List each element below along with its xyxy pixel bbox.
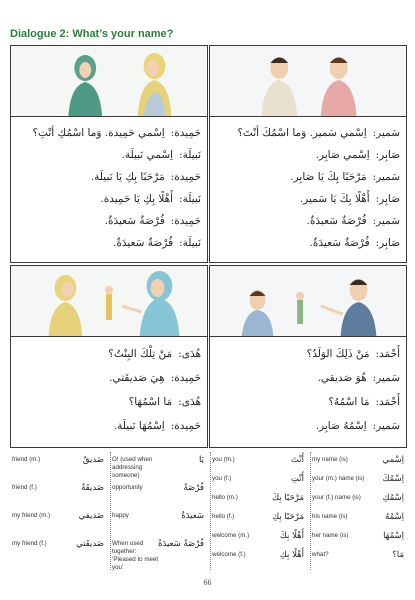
speaker-name: صَابِر: bbox=[375, 149, 400, 161]
dialogue-line bbox=[17, 390, 201, 414]
illustration-men-pointing bbox=[210, 266, 406, 337]
dialogue-line bbox=[216, 166, 400, 188]
vocab-english: hello (f.) bbox=[212, 513, 235, 520]
vocab-arabic: أَهْلًا بِكَ bbox=[279, 531, 304, 541]
speaker-name: هُدَى: bbox=[178, 396, 201, 408]
vocab-arabic: صَديقي bbox=[78, 511, 104, 521]
vocab-arabic: فُرْصَةٌ سَعيدَةٌ bbox=[158, 539, 204, 549]
dialogue-line bbox=[216, 414, 400, 438]
utterance-text: اِسْمُهُ صَابِر. bbox=[315, 420, 367, 432]
utterance-text: أَهْلًا بِكِ يَا حَمِيدة. bbox=[100, 193, 174, 205]
vocab-english: your (f.) name (is) bbox=[312, 494, 361, 501]
page-title: Dialogue 2: What’s your name? bbox=[10, 28, 174, 40]
vocab-english: welcome (f.) bbox=[212, 551, 246, 558]
speaker-name: نَبيلَة: bbox=[179, 193, 201, 205]
vocab-arabic: صَديقٌ bbox=[82, 455, 104, 465]
utterance-text: مَا اسْمُهَا؟ bbox=[128, 396, 173, 408]
vocab-english: my name (is) bbox=[312, 456, 348, 463]
speaker-name: سَمير: bbox=[372, 372, 400, 384]
speaker-name: نَبيلَة: bbox=[179, 149, 201, 161]
utterance-text: اِسْمُهَا نَبيلَة. bbox=[113, 420, 165, 432]
vocab-english: you (m.) bbox=[212, 456, 235, 463]
dialogue-line bbox=[216, 122, 400, 144]
utterance-text: اِسْمي صَابِر. bbox=[315, 149, 370, 161]
vocab-english: what? bbox=[312, 551, 329, 558]
utterance-text: فُرْصَةٌ سَعيدَةٌ. bbox=[104, 215, 165, 227]
dialogue-line bbox=[216, 188, 400, 210]
speaker-name: حَمِيدة: bbox=[170, 127, 201, 139]
vocab-arabic: مَرْحَبًا بِكَ bbox=[272, 493, 304, 503]
speaker-name: سَمير: bbox=[372, 171, 400, 183]
speaker-name: صَابِر: bbox=[375, 237, 400, 249]
vocab-arabic: اِسْمُهُ bbox=[385, 512, 404, 522]
vocab-english: his name (is) bbox=[312, 513, 348, 520]
vocab-english: my friend (f.) bbox=[12, 540, 47, 547]
utterance-text: فُرْصَةٌ سَعيدَةٌ. bbox=[306, 215, 367, 227]
speaker-name: حَمِيدة: bbox=[170, 372, 201, 384]
utterance-text: اِسْمي سَمير. وَما اسْمُكَ أنْتَ؟ bbox=[237, 127, 367, 139]
vocab-arabic: صَديقَتي bbox=[76, 539, 104, 549]
utterance-text: اِسْمي حَمِيدة. وَما اسْمُكِ أنْتِ؟ bbox=[32, 127, 165, 139]
vocab-arabic: سَعيدَةٌ bbox=[181, 511, 204, 521]
speaker-name: أَحْمَد: bbox=[375, 348, 400, 360]
vocab-arabic: اِسْمُكِ bbox=[382, 493, 404, 503]
dialogue-line bbox=[17, 414, 201, 438]
vocab-english: your (m.) name (is) bbox=[312, 475, 365, 482]
dialogue-line bbox=[17, 366, 201, 390]
utterance-text: مَا اسْمُهُ؟ bbox=[328, 396, 370, 408]
vocab-arabic: اِسْمُهَا bbox=[383, 531, 404, 541]
speaker-name: أَحْمَد: bbox=[375, 396, 400, 408]
utterance-text: فُرْصَةٌ سَعيدَةٌ. bbox=[113, 237, 174, 249]
vocab-english: friend (m.) bbox=[12, 456, 41, 463]
dialogue-panel-bottom-right bbox=[209, 265, 407, 448]
vocab-arabic: فُرْصَةٌ bbox=[183, 483, 204, 493]
speaker-name: حَمِيدة: bbox=[170, 215, 201, 227]
vocab-arabic: اِسْمُكَ bbox=[382, 474, 404, 484]
vocab-arabic: أَهْلًا بِكِ bbox=[279, 550, 304, 560]
utterance-text: مَرْحَبًا بِكَ يَا صَابِر. bbox=[290, 171, 367, 183]
vocab-english: her name (is) bbox=[312, 532, 349, 539]
dialogue-line bbox=[216, 232, 400, 254]
dialogue-line bbox=[17, 232, 201, 254]
page-number: 66 bbox=[203, 578, 212, 587]
utterance-text: مَنْ تِلْكَ البِنْتُ؟ bbox=[108, 348, 173, 360]
dialogue-line bbox=[216, 366, 400, 390]
dialogue-line bbox=[216, 144, 400, 166]
utterance-text: اِسْمي نَبيلَة. bbox=[121, 149, 174, 161]
dialogue-lines bbox=[17, 342, 201, 438]
vocab-english: friend (f.) bbox=[12, 484, 37, 491]
vocab-arabic: اِسْمي bbox=[382, 455, 404, 465]
speaker-name: سَمير: bbox=[372, 127, 400, 139]
vocab-arabic: أَنْتَ bbox=[290, 455, 304, 465]
vocab-arabic: مَرْحَبًا بِكِ bbox=[272, 512, 304, 522]
utterance-text: مَرْحَبًا بِكِ يَا نَبيلَة. bbox=[90, 171, 165, 183]
vocab-arabic: صَديقَةٌ bbox=[81, 483, 104, 493]
vocab-english: opportunity bbox=[112, 484, 143, 491]
speaker-name: نَبيلَة: bbox=[179, 237, 201, 249]
dialogue-lines bbox=[17, 122, 201, 254]
speaker-name: صَابِر: bbox=[375, 193, 400, 205]
dialogue-line bbox=[216, 342, 400, 366]
speaker-name: سَمير: bbox=[372, 215, 400, 227]
utterance-text: مَنْ ذَلِكَ الوَلَدُ؟ bbox=[306, 348, 370, 360]
vocab-english: you (f.) bbox=[212, 475, 232, 482]
illustration-women-pointing bbox=[11, 266, 207, 337]
dialogue-line bbox=[17, 188, 201, 210]
dialogue-panel-top-left bbox=[10, 45, 208, 263]
vocab-arabic: مَا؟ bbox=[392, 550, 404, 560]
dialogue-line bbox=[17, 144, 201, 166]
speaker-name: حَمِيدة: bbox=[170, 420, 201, 432]
dialogue-line bbox=[216, 390, 400, 414]
vocab-arabic: أَنْتِ bbox=[290, 474, 304, 484]
dialogue-line bbox=[17, 210, 201, 232]
speaker-name: هُدَى: bbox=[178, 348, 201, 360]
vocab-english: When used together: ‘Pleased to meet you’ bbox=[112, 540, 159, 571]
dialogue-panel-bottom-left bbox=[10, 265, 208, 448]
vocabulary-table bbox=[10, 452, 407, 570]
illustration-two-women bbox=[11, 46, 207, 117]
vocab-english: O! (used when addressing someone) bbox=[112, 456, 153, 479]
speaker-name: حَمِيدة: bbox=[170, 171, 201, 183]
dialogue-line bbox=[216, 210, 400, 232]
dialogue-lines bbox=[216, 342, 400, 438]
vocab-english: happy bbox=[112, 512, 129, 519]
dialogue-line bbox=[17, 122, 201, 144]
dialogue-panel-top-right bbox=[209, 45, 407, 263]
vocab-english: welcome (m.) bbox=[212, 532, 250, 539]
illustration-two-men bbox=[210, 46, 406, 117]
vocab-english: hello (m.) bbox=[212, 494, 238, 501]
speaker-name: سَمير: bbox=[372, 420, 400, 432]
utterance-text: هُوَ صَديقي. bbox=[317, 372, 367, 384]
vocab-english: my friend (m.) bbox=[12, 512, 51, 519]
dialogue-lines bbox=[216, 122, 400, 254]
dialogue-line bbox=[17, 166, 201, 188]
dialogue-line bbox=[17, 342, 201, 366]
utterance-text: هِيَ صَديقَتي. bbox=[109, 372, 165, 384]
vocab-arabic: يَا bbox=[199, 455, 204, 465]
utterance-text: فُرْصَةٌ سَعيدَةٌ. bbox=[309, 237, 370, 249]
utterance-text: أَهْلًا بِكَ يَا سَمير. bbox=[299, 193, 370, 205]
